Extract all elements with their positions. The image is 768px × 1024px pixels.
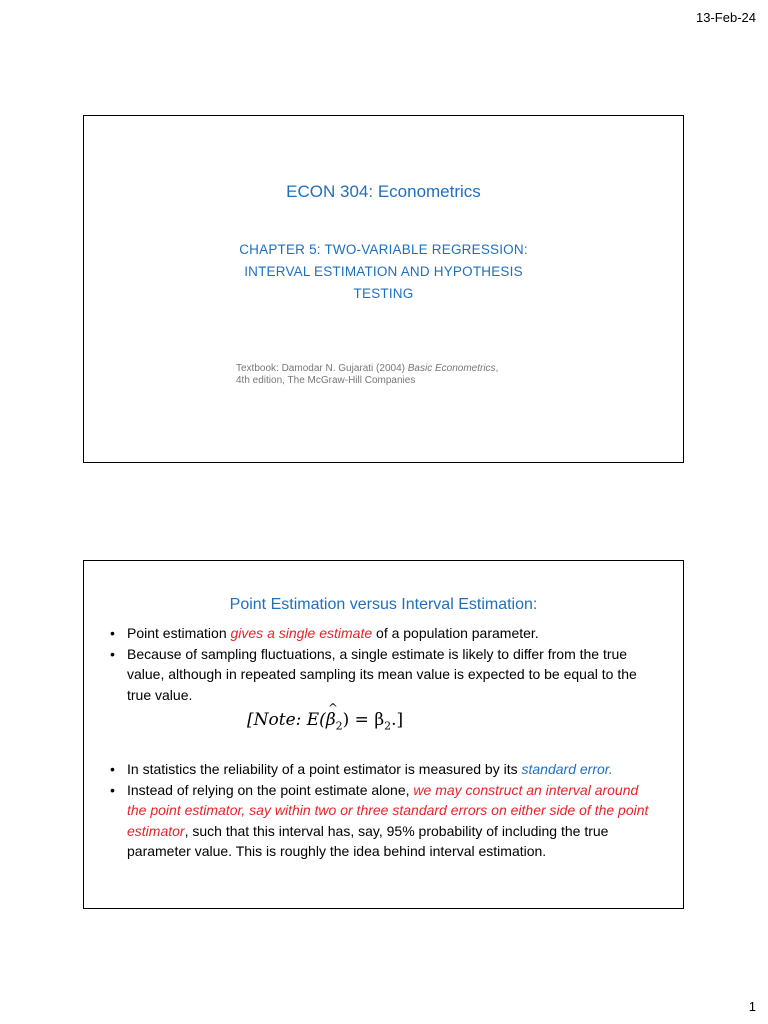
bullet-text: of a population parameter. [372, 625, 539, 641]
page-date: 13-Feb-24 [696, 10, 756, 25]
textbook-citation [236, 363, 556, 387]
formula-subscript: 2 [335, 719, 343, 733]
textbook-title: Basic Econometrics [407, 363, 496, 374]
chapter-title [144, 239, 623, 305]
chapter-title-line: CHAPTER 5: TWO-VARIABLE REGRESSION: [239, 242, 528, 257]
textbook-suffix: , [495, 363, 499, 374]
formula-subscript: 2 [384, 719, 392, 733]
slide-heading: Point Estimation versus Interval Estimation: [229, 596, 538, 613]
formula-part: ) = β [342, 710, 385, 730]
formula-part: [Note: E( [247, 710, 326, 730]
highlight-text: we may construct an interval around the point estimator, say within two or three standard errors on either side of the point estimator [127, 781, 649, 839]
bullet-text: , such that this interval has, say, 95% probability of including the true parameter value. This is roughly the idea behind interval estimation. [127, 822, 609, 859]
course-title: ECON 304: Econometrics [286, 182, 481, 201]
title-slide [83, 115, 684, 463]
chapter-title-line: TESTING [353, 286, 414, 301]
bullet-text: Because of sampling fluctuations, a single estimate is likely to differ from the true value, although in repeated sampling its mean value is expected to be equal to the true value. [127, 645, 637, 703]
beta-hat-symbol: β ^ [326, 707, 336, 733]
bullet-text: In statistics the reliability of a point estimator is measured by its [127, 761, 522, 777]
content-slide [83, 560, 684, 909]
chapter-title-line: INTERVAL ESTIMATION AND HYPOTHESIS [244, 264, 523, 279]
textbook-edition: 4th edition, The McGraw-Hill Companies [236, 375, 416, 386]
bullet-item [108, 623, 657, 644]
highlight-text: gives a single estimate [230, 625, 373, 641]
bullet-text: Point estimation [127, 625, 231, 641]
textbook-prefix: Textbook: Damodar N. Gujarati (2004) [236, 363, 408, 374]
bullet-item [108, 759, 657, 780]
bullet-list [108, 623, 657, 862]
bullet-text: Instead of relying on the point estimate alone, [127, 781, 414, 798]
bullet-item [108, 644, 657, 760]
formula-part: .] [391, 710, 404, 730]
highlight-text: standard error. [521, 761, 613, 777]
bullet-item [108, 780, 657, 862]
page-number: 1 [748, 999, 756, 1014]
formula-note [127, 707, 657, 759]
